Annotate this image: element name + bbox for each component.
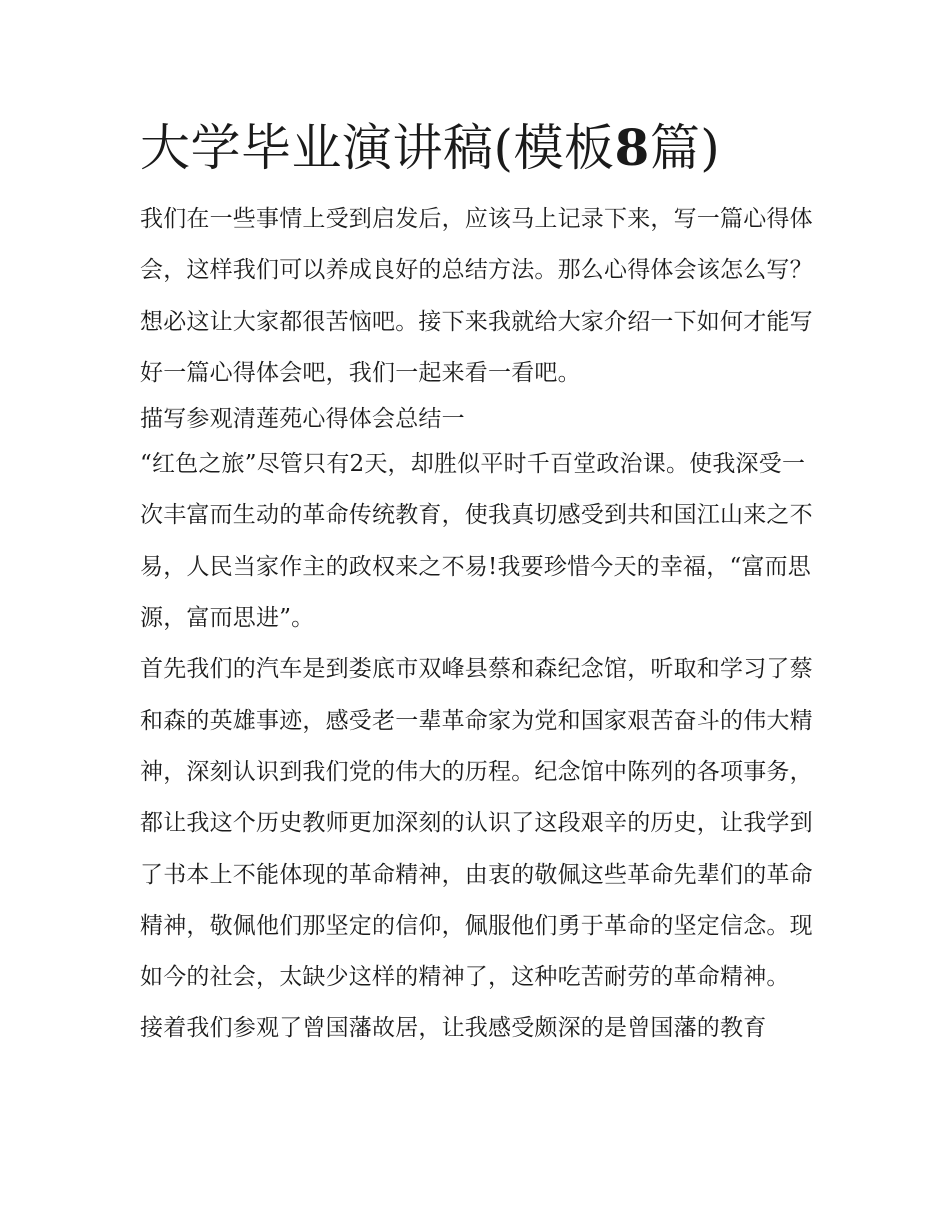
title-prefix: 大学毕业演讲稿(模板 — [140, 119, 615, 177]
document-body — [140, 112, 820, 1055]
intro-paragraph: 我们在一些事情上受到启发后，应该马上记录下来，写一篇心得体会，这样我们可以养成良好的总结方法。那么心得体会该怎么写？想必这让大家都很苦恼吧。接下来我就给大家介绍一下如何才能写好一篇心得体会吧，我们一起来看一看吧。 — [140, 206, 813, 386]
body-paragraph: 首先我们的汽车是到娄底市双峰县蔡和森纪念馆，听取和学习了蔡和森的英雄事迹，感受老一辈革命家为党和国家艰苦奋斗的伟大精神，深刻认识到我们党的伟大的历程。纪念馆中陈列的各项事务，都让我这个历史教师更加深刻的认识了这段艰辛的历史，让我学到了书本上不能体现的革命精神，由衷的敬佩这些革命先辈们的革命精神，敬佩他们那坚定的信仰，佩服他们勇于革命的坚定信念。现如今的社会，太缺少这样的精神了，这种吃苦耐劳的革命精神。 — [140, 656, 813, 991]
title-number: 8 — [614, 118, 650, 177]
section-heading: 描写参观清莲苑心得体会总结一 — [140, 406, 465, 433]
title-suffix: 篇) — [649, 119, 721, 177]
body-paragraph: 接着我们参观了曾国藩故居，让我感受颇深的是曾国藩的教育 — [140, 1015, 767, 1042]
body-paragraph: “红色之旅”尽管只有2天，却胜似平时千百堂政治课。使我深受一次丰富而生动的革命传统教育，使我真切感受到共和国江山来之不易，人民当家作主的政权来之不易!我要珍惜今天的幸福，“富而思源，富而思进”。 — [140, 451, 813, 632]
document-title — [140, 112, 820, 184]
